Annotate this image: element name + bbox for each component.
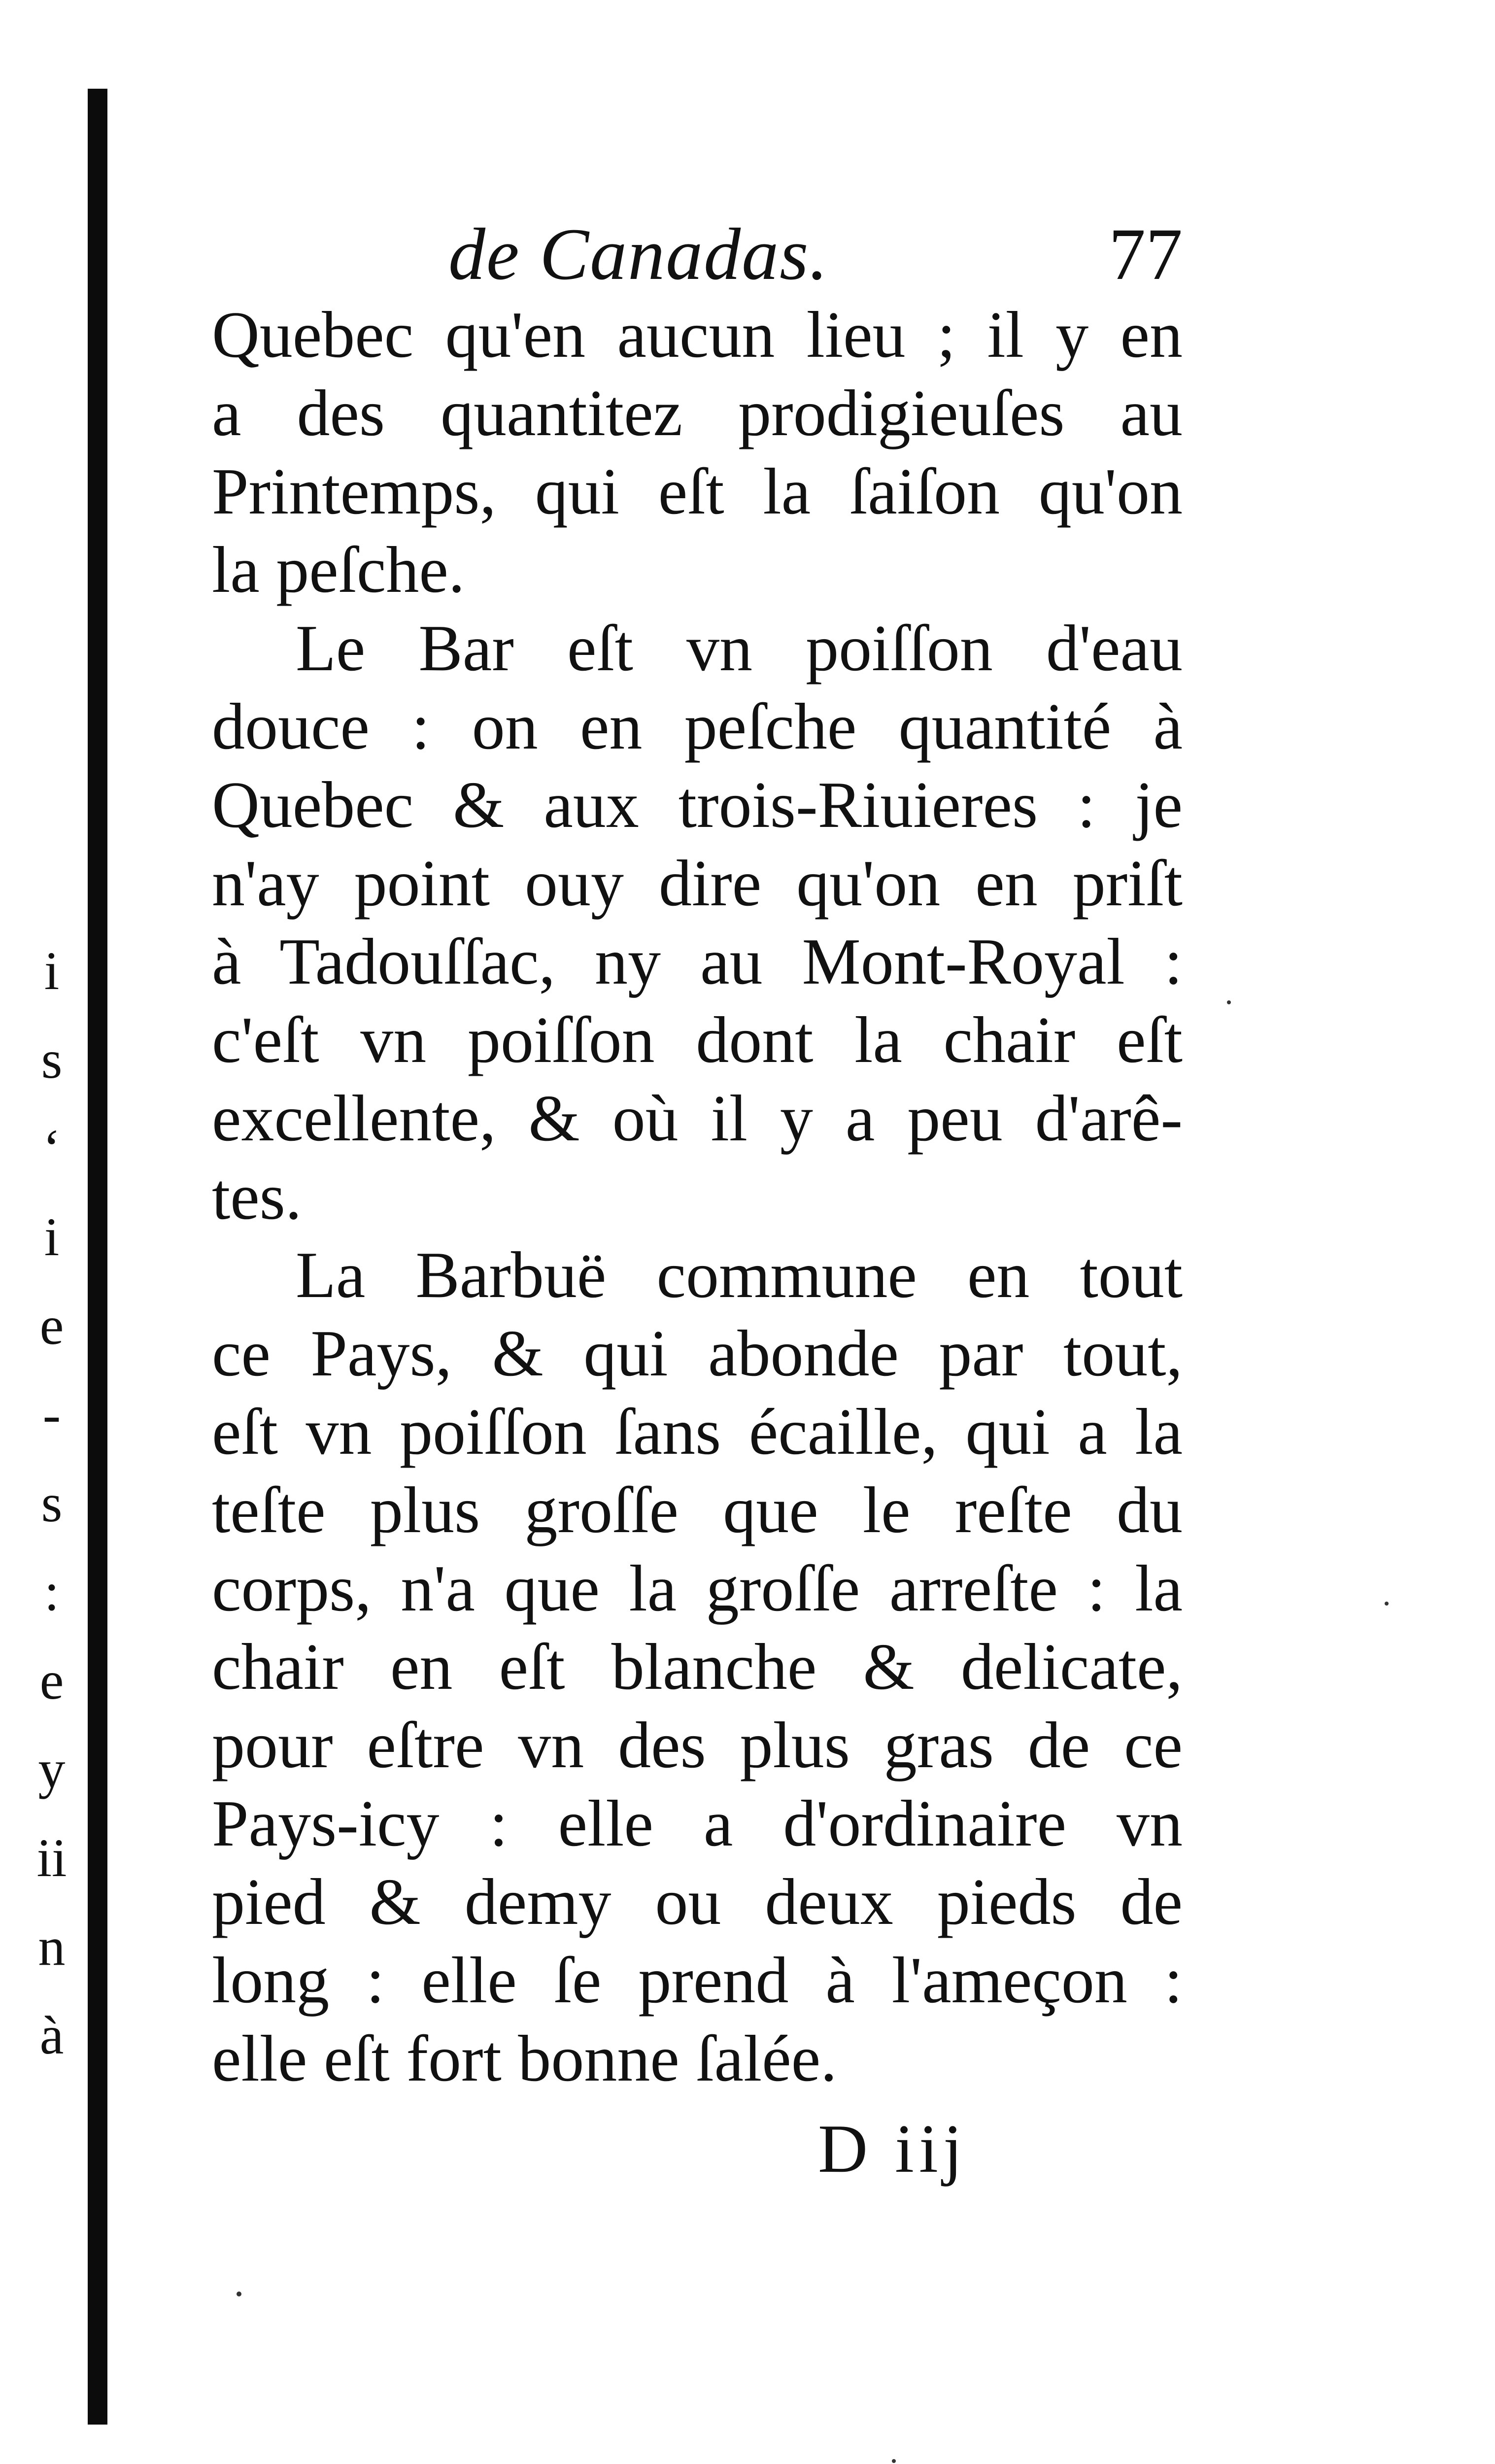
facing-page-margin <box>25 941 79 2099</box>
text-line: corps, n'a que la groſſe arreſte : la <box>212 1552 1183 1625</box>
gutter-shadow <box>88 89 107 2425</box>
text-line: tes. <box>212 1160 302 1233</box>
text-line: pied & demy ou deux pieds de <box>212 1865 1183 1938</box>
signature-mark: D iij <box>818 2111 967 2187</box>
margin-letter: ii <box>36 1828 67 1888</box>
running-title: de Canadas. <box>448 213 829 295</box>
text-line: teſte plus groſſe que le reſte du <box>212 1473 1183 1546</box>
page-number: 77 <box>1109 213 1183 295</box>
text-line: pour eſtre vn des plus gras de ce <box>212 1709 1183 1781</box>
margin-letter: : <box>44 1562 60 1622</box>
text-line: a des quantitez prodigieuſes au <box>212 376 1183 449</box>
margin-letter: s <box>41 1473 63 1533</box>
text-line: Quebec qu'en aucun lieu ; il y en <box>212 298 1183 371</box>
text-line: la peſche. <box>212 533 465 606</box>
margin-letter: e <box>39 1650 64 1711</box>
text-line: long : elle ſe prend à l'ameçon : <box>212 1944 1183 2017</box>
scan-speck <box>1385 1602 1389 1606</box>
page-header <box>212 197 1183 296</box>
text-line: douce : on en peſche quantité à <box>212 690 1183 763</box>
text-line: eſt vn poiſſon ſans écaille, qui a la <box>212 1395 1183 1468</box>
margin-letter: i <box>44 1207 60 1267</box>
text-line: ce Pays, & qui abonde par tout, <box>212 1317 1183 1390</box>
margin-letter: n <box>38 1916 66 1977</box>
margin-letter: à <box>39 2005 64 2065</box>
text-line: Le Bar eſt vn poiſſon d'eau <box>296 612 1183 684</box>
margin-letter: ʻ <box>42 1118 61 1178</box>
scan-speck <box>1227 1000 1231 1004</box>
margin-letter: e <box>39 1296 64 1356</box>
text-line: Pays-icy : elle a d'ordinaire vn <box>212 1787 1183 1860</box>
scan-speck <box>892 2459 896 2463</box>
margin-letter: i <box>44 941 60 1001</box>
text-line: Printemps, qui eſt la ſaiſon qu'on <box>212 455 1183 528</box>
text-line: Quebec & aux trois-Riuieres : je <box>212 768 1183 841</box>
text-line: La Barbuë commune en tout <box>296 1238 1183 1311</box>
body-text <box>212 296 1183 2098</box>
text-line: c'eſt vn poiſſon dont la chair eſt <box>212 1003 1183 1076</box>
margin-letter: s <box>41 1029 63 1090</box>
margin-letter: y <box>38 1739 66 1799</box>
text-line: chair en eſt blanche & delicate, <box>212 1630 1183 1703</box>
text-line: excellente, & où il y a peu d'arê- <box>212 1082 1183 1155</box>
text-line: n'ay point ouy dire qu'on en priſt <box>212 847 1183 920</box>
text-line: elle eſt fort bonne ſalée. <box>212 2022 837 2095</box>
scan-speck <box>237 2292 241 2296</box>
margin-letter: - <box>42 1384 61 1444</box>
text-line: à Tadouſſac, ny au Mont-Royal : <box>212 925 1183 998</box>
